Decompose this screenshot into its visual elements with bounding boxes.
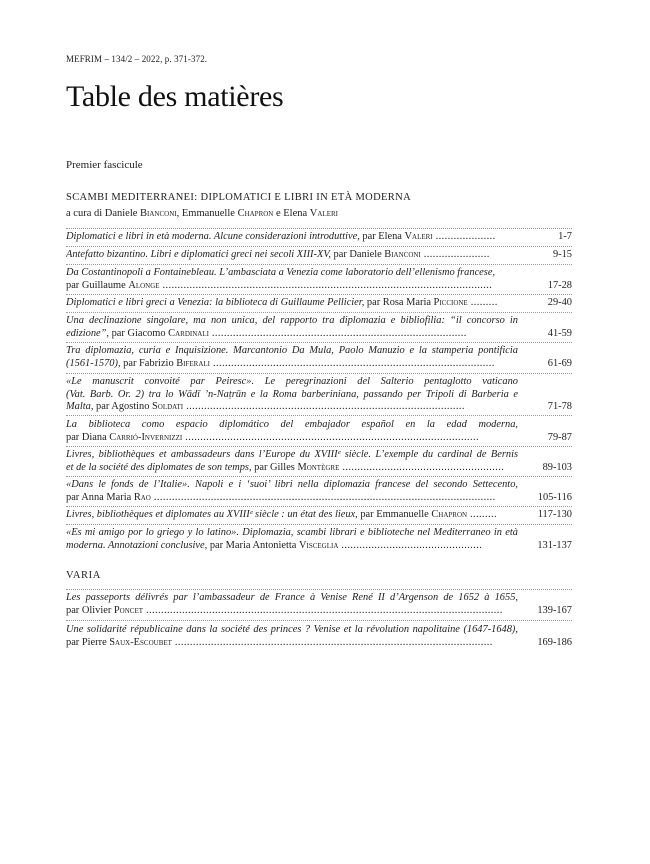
author-name: Rao [133, 491, 151, 503]
author-name: Valeri [404, 231, 433, 242]
page-range: 131-137 [537, 539, 572, 551]
author-name: Biferali [176, 357, 210, 369]
page-range: 1-7 [558, 231, 572, 242]
page-range: 41-59 [547, 327, 572, 339]
page-range: 89-103 [542, 461, 572, 473]
journal-reference: MEFRIM – 134/2 – 2022, p. 371-372. [66, 54, 208, 64]
page-range: 71-78 [547, 401, 572, 413]
fascicule-label: Premier fascicule [66, 159, 143, 171]
divider [66, 524, 572, 525]
page-range: 9-15 [552, 249, 572, 260]
editor-surname: Chapron [237, 208, 274, 219]
section-title: SCAMBI MEDITERRANEI: DIPLOMATICI E LIBRI IN ETÀ MODERNA [66, 192, 412, 203]
varia-title: VARIA [66, 570, 101, 581]
section-editors: a cura di Daniele Bianconi, Emmanuelle Chapron e Elena Valeri [66, 208, 338, 219]
divider [66, 373, 572, 374]
author-name: Piccione [433, 297, 468, 308]
page-range: 139-167 [537, 604, 572, 616]
page-range: 61-69 [547, 357, 572, 369]
page-range: 17-28 [547, 279, 572, 291]
author-name: Bianconi [384, 249, 421, 260]
editor-surname: Bianconi [140, 208, 177, 219]
page-range: 79-87 [547, 431, 572, 443]
author-name: Montègre [297, 461, 340, 473]
page-range: 105-116 [537, 491, 572, 503]
divider [66, 589, 572, 590]
author-name: Visceglia [298, 539, 339, 551]
author-name: Soldati [152, 401, 184, 413]
author-name: Carrió-Invernizzi [109, 431, 183, 443]
page-range: 117-130 [537, 509, 572, 520]
author-name: Chapron [431, 509, 468, 520]
divider [66, 294, 572, 295]
divider [66, 342, 572, 343]
author-name: Cardinali [168, 327, 209, 339]
divider [66, 446, 572, 447]
divider [66, 264, 572, 265]
divider [66, 228, 572, 229]
divider [66, 476, 572, 477]
divider [66, 246, 572, 247]
divider [66, 415, 572, 416]
page-range: 169-186 [537, 636, 572, 648]
author-name: Alonge [128, 279, 160, 291]
page-range: 29-40 [547, 297, 572, 308]
page-title: Table des matières [66, 80, 284, 113]
author-name: Saux-Escoubet [109, 636, 172, 648]
author-name: Poncet [113, 604, 144, 616]
divider [66, 620, 572, 621]
divider [66, 506, 572, 507]
editor-surname: Valeri [309, 208, 338, 219]
divider [66, 312, 572, 313]
